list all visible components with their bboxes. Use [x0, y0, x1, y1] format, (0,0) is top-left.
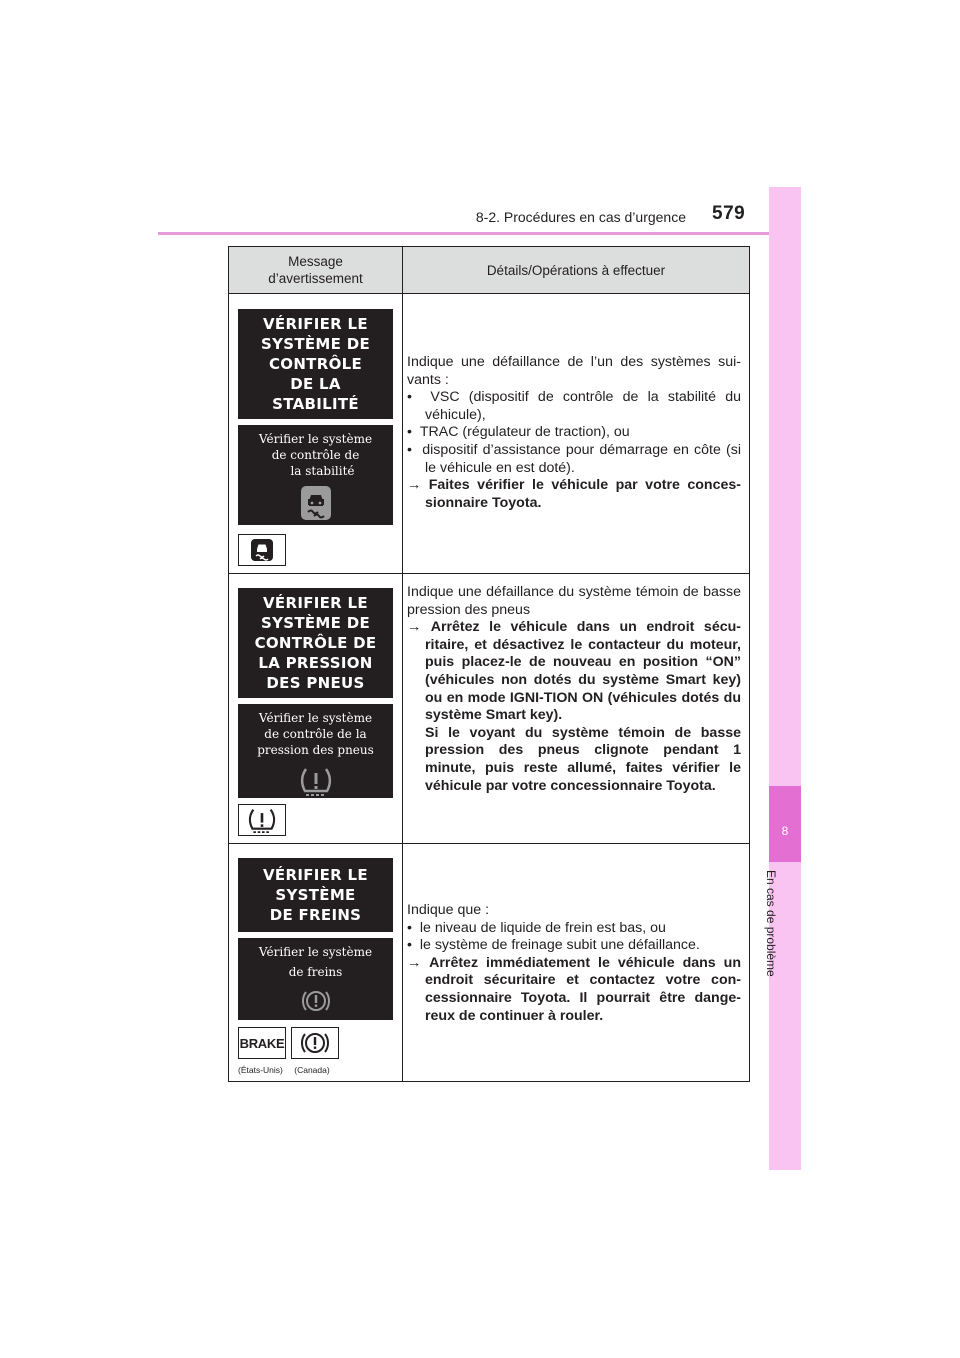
display-line: de contrôle de — [271, 448, 360, 462]
display-line: SYSTÈME DE — [260, 614, 371, 632]
details-text — [407, 902, 741, 1025]
chapter-title: En cas de problème — [764, 870, 778, 977]
vsc-skid-icon — [300, 485, 332, 521]
header-rule — [158, 232, 800, 235]
message-cell — [229, 844, 403, 1081]
list-item: • le système de freinage subit une défaillance. — [407, 937, 700, 954]
page-number: 579 — [712, 203, 746, 224]
display-line: Vérifier le système — [258, 432, 373, 446]
details-text — [407, 584, 741, 795]
list-item: • dispositif d’assistance pour démarrage en côte (si le véhicule en est doté). — [407, 441, 741, 476]
display-line: de contrôle de la — [264, 727, 367, 741]
display-line: Vérifier le système — [258, 711, 373, 725]
brake-label: BRAKE — [239, 1035, 285, 1051]
display-line: CONTRÔLE DE — [254, 634, 377, 652]
warning-message-table — [228, 246, 750, 1082]
details-cell — [403, 294, 749, 573]
display-line: STABILITÉ — [272, 395, 359, 413]
details-action: → Faites vérifier le véhicule par votre conces-sionnaire Toyota. — [407, 477, 741, 511]
display-message-large — [238, 309, 393, 419]
display-line: Vérifier le système — [258, 945, 373, 959]
details-action: → Arrêtez immédiatement le véhicule dans un endroit sécuritaire et contactez votre con-cessionnaire Toyota. Il pourrait être dange-reux de continuer à rouler. — [407, 954, 741, 1024]
display-message-small — [238, 704, 393, 798]
display-line: DE FREINS — [269, 906, 362, 924]
list-item: • VSC (dispositif de contrôle de la stabilité du véhicule), — [407, 389, 741, 423]
display-line: CONTRÔLE — [268, 355, 363, 373]
display-line: DES PNEUS — [266, 674, 365, 692]
message-cell — [229, 294, 403, 573]
list-item: • TRAC (régulateur de traction), ou — [407, 424, 630, 441]
display-message-large — [238, 858, 393, 932]
message-cell — [229, 574, 403, 843]
display-line: pression des pneus — [257, 743, 374, 757]
display-line: VÉRIFIER LE — [263, 315, 368, 333]
tire-pressure-indicator-icon — [238, 804, 286, 836]
display-line: de freins — [288, 965, 343, 979]
table-row — [229, 293, 749, 573]
header-cell-details: Détails/Opérations à effectuer — [486, 262, 666, 278]
table-row — [229, 573, 749, 843]
display-line: SYSTÈME DE — [260, 335, 371, 353]
chapter-side-tab — [769, 187, 801, 1170]
details-intro: Indique une défaillance de l’un des systèmes sui-vants : — [407, 354, 741, 388]
details-cell — [403, 844, 749, 1081]
table-header-row — [229, 247, 749, 293]
vsc-indicator-icon — [238, 534, 286, 566]
brake-warning-icon — [291, 1027, 339, 1059]
brake-text-icon — [238, 1027, 286, 1059]
brake-warning-display-icon — [301, 988, 331, 1014]
section-title: 8-2. Procédures en cas d’urgence — [475, 209, 686, 225]
display-line: SYSTÈME — [275, 886, 356, 904]
details-intro: Indique que : — [407, 902, 490, 918]
header-message-line2: d’avertissement — [268, 271, 363, 286]
details-cell — [403, 574, 749, 843]
display-line: DE LA — [290, 375, 341, 393]
details-text — [407, 354, 741, 512]
display-message-large — [238, 588, 393, 698]
chapter-number: 8 — [781, 824, 789, 838]
display-line: la stabilité — [290, 464, 355, 478]
label-usa: (États-Unis) — [238, 1065, 283, 1075]
icon-region-labels — [238, 1065, 339, 1075]
details-action: → Arrêtez le véhicule dans un endroit sécu-ritaire, et désactivez le contacteur du moteur, puis placez-le de nouveau en position “ON” (véhicules non dotés du système Smart key) ou en mode IGNI-TION ON (véhicules dotés du système Smart key). — [407, 619, 741, 724]
tire-pressure-icon — [299, 766, 333, 796]
details-action-continued: Si le voyant du système témoin de basse pression des pneus clignote pendant 1 minute, puis reste allumé, faites vérifier le véhicule par votre concessionnaire Toyota. — [425, 724, 741, 794]
list-item: • le niveau de liquide de frein est bas, ou — [407, 919, 666, 936]
table-row — [229, 843, 749, 1081]
display-line: VÉRIFIER LE — [263, 866, 368, 884]
display-message-small — [238, 938, 393, 1020]
display-message-small — [238, 425, 393, 525]
details-intro: Indique une défaillance du système témoin de basse pression des pneus — [407, 584, 741, 618]
header-cell-message — [229, 247, 403, 293]
header-message-line1: Message — [288, 254, 343, 269]
display-line: LA PRESSION — [258, 654, 373, 672]
display-line: VÉRIFIER LE — [263, 594, 368, 612]
label-canada: (Canada) — [294, 1065, 330, 1075]
